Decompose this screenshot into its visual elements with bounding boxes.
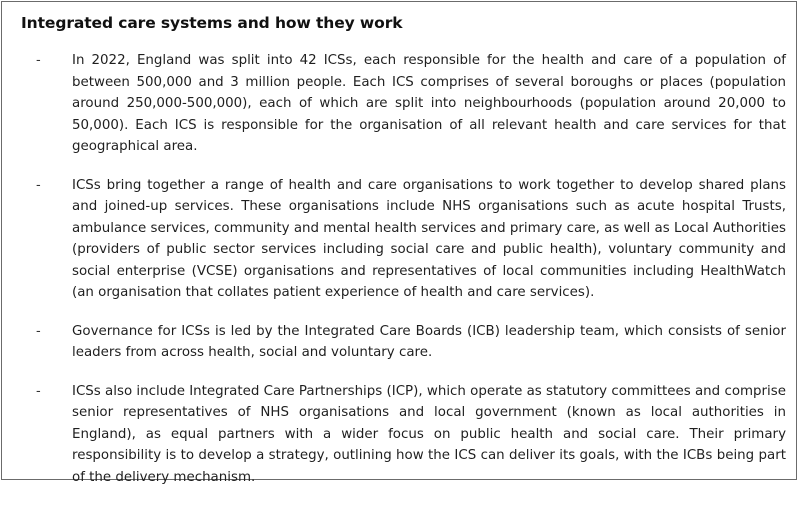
content-box	[1, 1, 797, 485]
section-title: Integrated care systems and how they work	[21, 14, 403, 32]
bullet-dash: -	[36, 383, 41, 399]
paragraph-icp: ICSs also include Integrated Care Partnerships (ICP), which operate as statutory committees and comprise senior representatives of NHS organisations and local government (known as local authorities in England), as equal partners with a wider focus on public health and social care. Their primary responsibility is to develop a strategy, outlining how the ICS can deliver its goals, with the ICBs being part of the delivery mechanism.	[72, 383, 786, 485]
list-item	[2, 175, 798, 304]
bullet-dash: -	[36, 53, 41, 68]
list-item	[2, 321, 798, 364]
paragraph-ics-organisations: ICSs bring together a range of health and care organisations to work together to develop shared plans and joined-up services. These organisations include NHS organisations such as acute hospital Trusts, ambulance services, community and mental health services and primary care, as well as Local Authorities (providers of public sector services including social care and public health), voluntary community and social enterprise (VCSE) organisations and representatives of local communities including HealthWatch (an organisation that collates patient experience of health and care services).	[72, 177, 786, 300]
list-item	[2, 50, 798, 158]
paragraph-ics-population: In 2022, England was split into 42 ICSs, each responsible for the health and care of a population of between 500,000 and 3 million people. Each ICS comprises of several boroughs or places (population around 250,000-500,000), each of which are split into neighbourhoods (population around 20,000 to 50,000). Each ICS is responsible for the organisation of all relevant health and care services for that geographical area.	[72, 53, 786, 154]
list-item	[2, 381, 798, 489]
bullet-list	[2, 50, 798, 505]
bullet-dash: -	[36, 177, 41, 193]
bullet-dash: -	[36, 323, 41, 339]
paragraph-ics-governance: Governance for ICSs is led by the Integrated Care Boards (ICB) leadership team, which consists of senior leaders from across health, social and voluntary care.	[72, 323, 786, 360]
